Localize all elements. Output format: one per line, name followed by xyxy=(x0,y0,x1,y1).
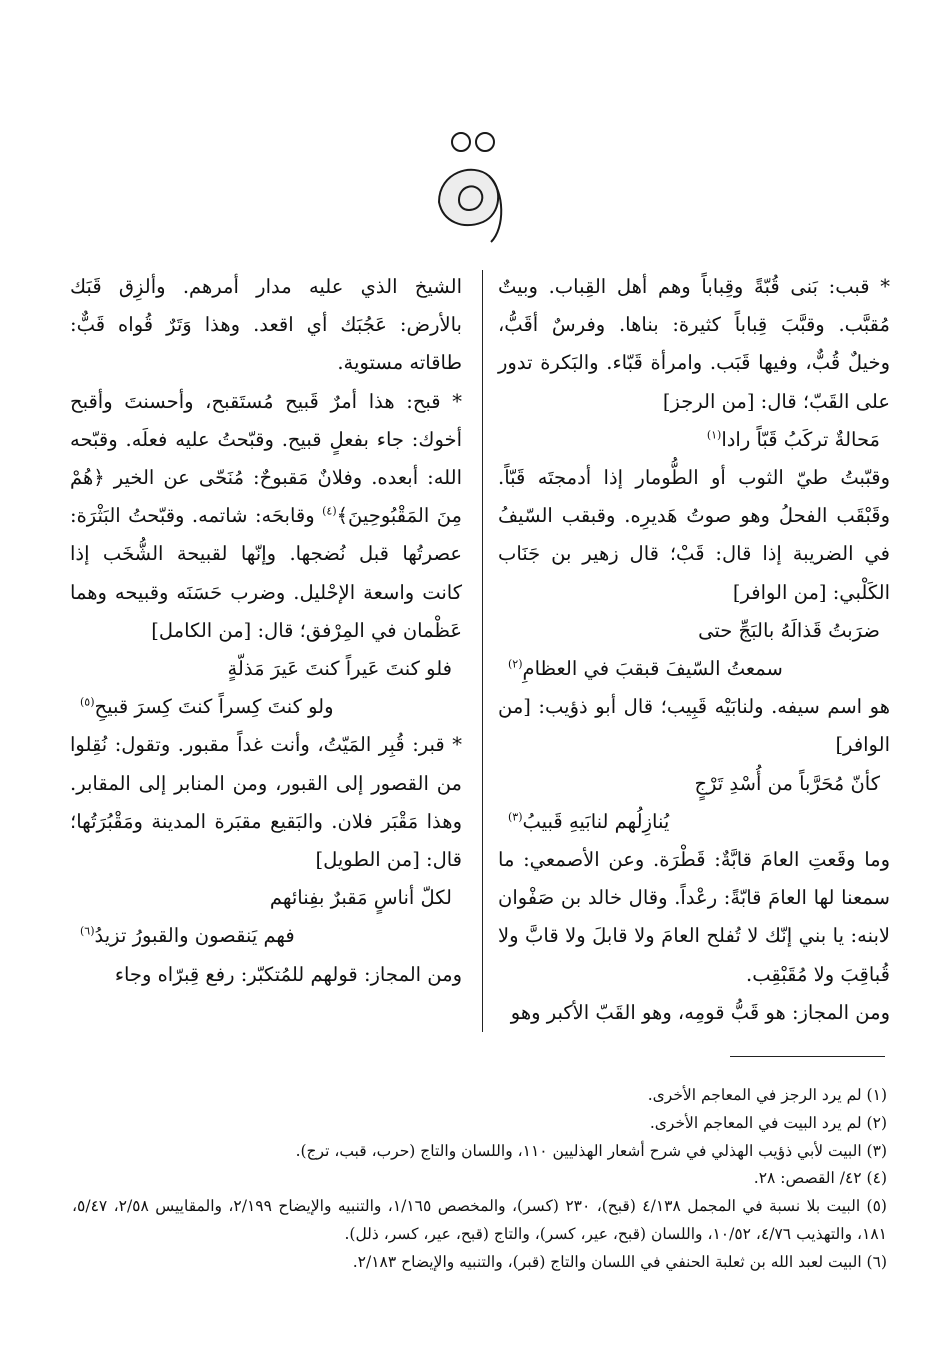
footnote: (٣) البيت لأبي ذؤيب الهذلي في شرح أشعار الهذليين ١١٠، واللسان والتاج (حرب، قبب، ترج). xyxy=(295,1141,887,1160)
verse-line: ضرَبتُ قَذالَهُ بالبَجِّ حتى xyxy=(698,618,880,642)
entry-qbb-continued: وما وقَعتِ العامَ قابَّةٌ: قَطْرَة. وعن الأصمعي: ما سمعنا لها العامَ قابّةً: رعْداً. وقال خالد بن صَفْوان لابنه: يا بني إنّك لا تُفلح العامَ ولا قابلَ ولا قابَّ ولا قُباقِبَ ولا مُقَبْقِب. xyxy=(498,848,890,986)
entry-text: وقابحَه: شاتمه. وقبّحتُ البَثْرَة: عصرتُها قبل نُضجها. وإنّها لقبيحة الشُّخَب إذا كانت واسعة الإحْليل. وضرب حَسَنَه وقبيحه وهما عَظْمان في المِرْفق؛ قال: [من الكامل] xyxy=(70,504,462,642)
column-divider xyxy=(482,270,483,1032)
entry-text: * قبح: هذا أمرٌ قَبيح مُستَقبح، وأحسنتَ وأقبح أخوك: جاء بفعلٍ قبيح. وقبّحتُ عليه فعلَه. وقبّحه الله: أبعده. وفلانٌ مَقبوحٌ: مُنَحّى عن الخير ﴿هُمْ مِنَ المَقْبُوحِينَ﴾ xyxy=(70,389,462,528)
verse-line: لكلّ أناسٍ مَقبرٌ بفِنائهم xyxy=(269,886,452,910)
verse-line xyxy=(70,688,462,726)
footnote-ref: (٦) xyxy=(80,924,95,938)
section-letter-heading xyxy=(0,110,945,254)
footnote: (٤) ٤٢/ القصص: ٢٨. xyxy=(753,1169,887,1188)
verse-line xyxy=(498,803,890,841)
verse-text: فهم يَنقصون والقبورُ تزيدُ xyxy=(94,924,295,948)
footnote: (١) لم يرد الرجز في المعاجم الأخرى. xyxy=(647,1086,887,1104)
verse-text: يُنازِلُهم لنابَيهِ قَبيبُ xyxy=(522,809,670,833)
verse-line: فلو كنتَ عَيراً كنتَ عَيرَ مَذلّةٍ xyxy=(227,657,452,681)
footnote: (٥) البيت بلا نسبة في المجمل ٤/١٣٨ (قبح)، ٢٣٠ (كسر)، والمخصص ١/١٦٥، والتنبيه والإيضاح ٢/١٩٩، والمقاييس ٢/٥٨، ٥/٤٧، ١٨١، والتهذيب ٤/٧٦، ١٠/٥٢، واللسان (قبح، عير، كسر)، والتاج (قبح، عير، كسر، ذلل). xyxy=(72,1197,887,1243)
entry-qbh xyxy=(70,383,462,650)
verse-line: كأنّ مُحَرَّباً من أُسْدِ تَرْجٍ xyxy=(694,771,880,795)
footnotes xyxy=(72,1082,887,1277)
footnote-ref: (٣) xyxy=(508,810,523,824)
entry-qbr: * قبر: قُبِر المَيّتُ، وأنت غداً مقبور. وتقول: نُقِلوا من القصور إلى القبور، ومن المنابر إلى المقابر. وهذا مَقْبَر فلان. والبَقيع مقبَرة المدينة ومَقْبُرَتُها؛ قال: [من الطويل] xyxy=(70,733,462,872)
verse-text: سمعتُ السّيفَ قبقبَ في العظامِ xyxy=(522,657,783,681)
footnote: (٢) لم يرد البيت في المعاجم الأخرى. xyxy=(649,1113,887,1132)
entry-qbb-continued: هو اسم سيفه. ولنابَيْه قَبِيب؛ قال أبو ذؤيب: [من الوافر] xyxy=(498,695,890,757)
verse-text: ولو كنتَ كِسراً كنتَ كِسرَ قبيحِ xyxy=(94,695,334,719)
footnote: (٦) البيت لعبد الله بن ثعلبة الحنفي في اللسان والتاج (قبر)، والتنبيه والإيضاح ٢/١٨٣. xyxy=(352,1252,887,1271)
footnote-ref: (٥) xyxy=(80,695,95,709)
right-column xyxy=(498,268,890,1032)
entry-qbb-definition: * قبب: بَنى قُبّةً وقِباباً وهم أهل القِباب. وبيتٌ مُقبَّب. وقبَّبَ قِباباً كثيرة: بناها. وفرسٌ أقَبُّ، وخيلٌ قُبٌّ، وفيها قَبَب. وامرأة قَبّاء. والبَكرة تدور على القَبّ؛ قال: [من الرجز] xyxy=(498,275,890,413)
verse-text: مَحالةٌ تركَبُ قَبّاً رادا xyxy=(721,427,880,451)
entry-qbr-figurative: ومن المجاز: قولهم للمُتكبّر: رفع قِبرّاه وجاء xyxy=(114,962,462,986)
footnote-ref: (٤) xyxy=(322,504,337,518)
footnote-ref: (٢) xyxy=(508,657,523,671)
entry-qbb-continued: وقبّبتُ طيّ الثوب أو الطُّومار إذا أدمجتَه قَبّاً. وقَبْقَب الفحلُ وهو صوتُ هَديرِه. وقبقب السّيفُ في الضريبة إذا قال: قَبْ؛ قال زهير بن جَنَاب الكَلْبي: [من الوافر] xyxy=(498,466,890,604)
verse-line xyxy=(498,421,890,459)
entry-qbb-figurative: ومن المجاز: هو قَبُّ قومِه، وهو القَبّ الأكبر وهو xyxy=(510,1000,890,1024)
verse-line xyxy=(70,917,462,955)
footnote-separator xyxy=(730,1056,885,1057)
footnote-ref: (١) xyxy=(706,428,722,442)
two-column-body xyxy=(70,268,890,1038)
verse-line xyxy=(498,650,890,688)
entry-qbb-end: الشيخ الذي عليه مدار أمرهم. وألزِق قَبَك بالأرض: عَجُبَك أي اقعد. وهذا وَتَرٌ قُواه قَبٌّ: طاقاته مستوية. xyxy=(70,275,462,375)
section-letter-text xyxy=(0,150,945,224)
left-column xyxy=(70,268,462,994)
